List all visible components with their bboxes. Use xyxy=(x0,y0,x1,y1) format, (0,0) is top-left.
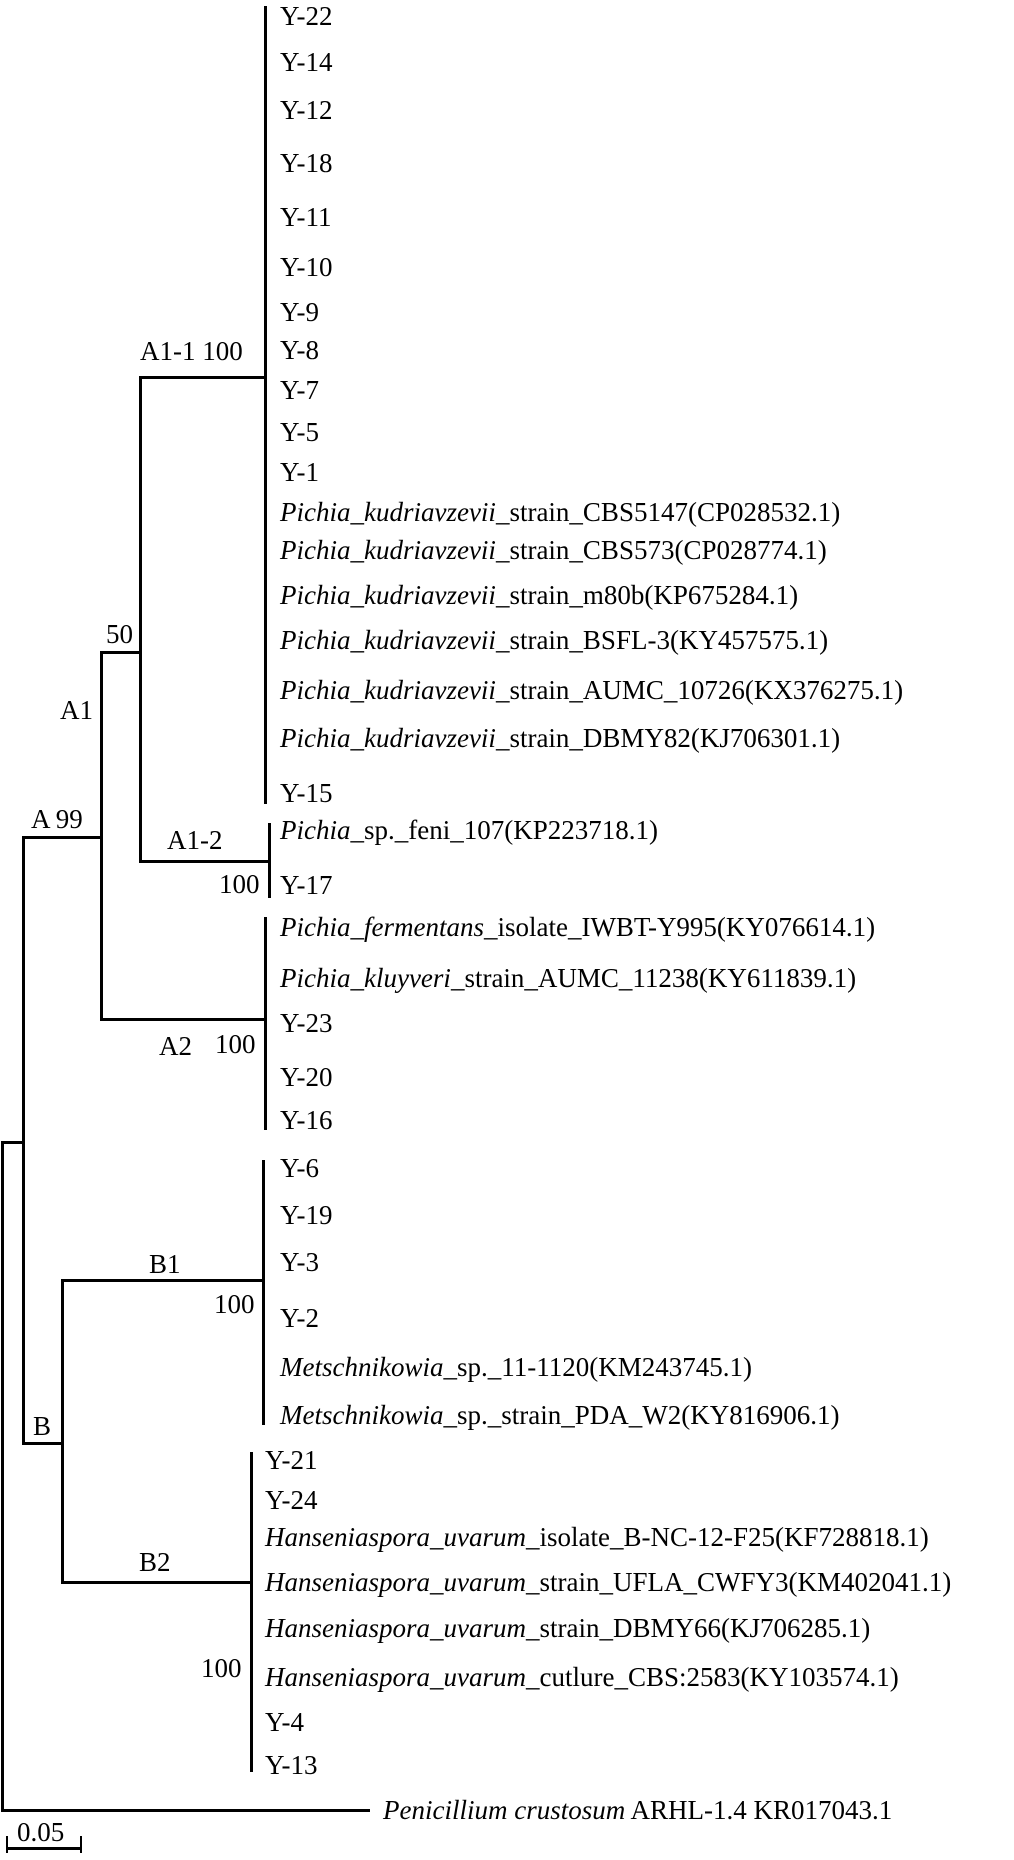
scale-bar-right-tick xyxy=(80,1836,82,1853)
clade-label-a1: A1 xyxy=(60,695,93,725)
leaf-y-3 xyxy=(280,1245,319,1279)
leaf-regular: _isolate_IWBT-Y995(KY076614.1) xyxy=(483,912,876,942)
leaf-y-1 xyxy=(280,455,319,489)
leaf-y-6 xyxy=(280,1151,319,1185)
leaf-regular: _isolate_B-NC-12-F25(KF728818.1) xyxy=(526,1522,929,1552)
leaf-regular: Y-5 xyxy=(280,417,319,447)
leaf-regular: Y-15 xyxy=(280,778,333,808)
leaf-metschnikowia-11-1120 xyxy=(280,1350,752,1384)
leaf-regular: Y-18 xyxy=(280,148,333,178)
leaf-regular: _strain_CBS573(CP028774.1) xyxy=(495,535,827,565)
leaf-regular: Y-9 xyxy=(280,297,319,327)
leaf-regular: _strain_UFLA_CWFY3(KM402041.1) xyxy=(526,1567,952,1597)
leaf-y-4 xyxy=(265,1705,304,1739)
leaf-regular: _strain_DBMY66(KJ706285.1) xyxy=(526,1613,871,1643)
leaf-metschnikowia-pda-w2 xyxy=(280,1398,839,1432)
leaf-regular: _sp._feni_107(KP223718.1) xyxy=(350,815,658,845)
leaf-italic: Pichia_kudriavzevii xyxy=(280,625,496,655)
leaf-regular: _strain_AUMC_10726(KX376275.1) xyxy=(495,675,904,705)
leaf-y-20 xyxy=(280,1060,333,1094)
bootstrap-a2: 100 xyxy=(215,1029,256,1059)
leaf-y-24 xyxy=(265,1483,318,1517)
branch-outgroup xyxy=(1,1809,370,1812)
leaf-regular: Y-3 xyxy=(280,1247,319,1277)
leaf-y-10 xyxy=(280,250,333,284)
clade-label-b: B xyxy=(33,1411,52,1441)
leaf-p-kudriavzevii-dbmy82 xyxy=(280,721,840,755)
bootstrap-a12: 100 xyxy=(219,869,260,899)
leaf-regular: Y-8 xyxy=(280,335,319,365)
leaf-y-14 xyxy=(280,45,333,79)
branch-a2 xyxy=(100,1018,267,1021)
leaf-y-2 xyxy=(280,1301,319,1335)
leaf-h-uvarum-b-nc-12-f25 xyxy=(265,1520,929,1554)
leaf-italic: Hanseniaspora_uvarum xyxy=(265,1567,526,1597)
leaf-regular: _cutlure_CBS:2583(KY103574.1) xyxy=(526,1662,899,1692)
clade-b2-vertical xyxy=(250,1452,253,1772)
leaf-regular: Y-14 xyxy=(280,47,333,77)
leaf-p-kluyveri-aumc11238 xyxy=(280,961,856,995)
branch-b2 xyxy=(61,1581,253,1584)
branch-a xyxy=(22,836,103,839)
clade-label-a11: A1-1 100 xyxy=(140,336,243,366)
leaf-regular: Y-4 xyxy=(265,1707,304,1737)
leaf-regular: Y-1 xyxy=(280,457,319,487)
clade-label-b1: B1 xyxy=(149,1249,181,1279)
leaf-regular: Y-19 xyxy=(280,1200,333,1230)
leaf-regular: ARHL-1.4 KR017043.1 xyxy=(625,1795,893,1825)
leaf-regular: Y-6 xyxy=(280,1153,319,1183)
leaf-regular: _strain_m80b(KP675284.1) xyxy=(495,580,799,610)
leaf-y-17 xyxy=(280,868,333,902)
leaf-y-13 xyxy=(265,1748,318,1782)
leaf-p-kudriavzevii-aumc10726 xyxy=(280,673,903,707)
leaf-italic: Penicillium crustosum xyxy=(383,1795,626,1825)
leaf-y-22 xyxy=(280,0,333,33)
leaf-y-9 xyxy=(280,295,319,329)
root-vertical xyxy=(1,1141,4,1812)
leaf-regular: _sp._11-1120(KM243745.1) xyxy=(443,1352,752,1382)
leaf-regular: Y-16 xyxy=(280,1105,333,1135)
leaf-p-fermentans-iwbt-y995 xyxy=(280,910,875,944)
clade-b-vertical xyxy=(61,1279,64,1584)
leaf-regular: Y-2 xyxy=(280,1303,319,1333)
leaf-regular: Y-21 xyxy=(265,1445,318,1475)
leaf-regular: Y-10 xyxy=(280,252,333,282)
leaf-h-uvarum-ufla-cwfy3 xyxy=(265,1565,951,1599)
clade-b1-vertical xyxy=(262,1160,265,1425)
clade-a1-vertical xyxy=(139,376,142,863)
leaf-h-uvarum-dbmy66 xyxy=(265,1611,870,1645)
leaf-p-sp-feni107 xyxy=(280,813,658,847)
clade-a11-vertical xyxy=(264,6,267,804)
leaf-p-kudriavzevii-m80b xyxy=(280,578,798,612)
leaf-regular: Y-23 xyxy=(280,1008,333,1038)
scale-bar-left-tick xyxy=(6,1836,8,1853)
clade-label-b2: B2 xyxy=(139,1547,171,1577)
leaf-italic: Pichia_kudriavzevii xyxy=(280,535,496,565)
leaf-regular: _strain_BSFL-3(KY457575.1) xyxy=(495,625,829,655)
leaf-regular: Y-13 xyxy=(265,1750,318,1780)
leaf-italic: Pichia_kluyveri xyxy=(280,963,451,993)
leaf-italic: Hanseniaspora_uvarum xyxy=(265,1662,526,1692)
leaf-italic: Pichia_kudriavzevii xyxy=(280,580,496,610)
leaf-y-19 xyxy=(280,1198,333,1232)
branch-a11 xyxy=(139,376,267,379)
clade-label-a: A 99 xyxy=(31,804,83,834)
scale-bar xyxy=(7,1847,82,1850)
scale-bar-label: 0.05 xyxy=(17,1817,65,1847)
leaf-regular: Y-24 xyxy=(265,1485,318,1515)
branch-a1 xyxy=(100,651,142,654)
leaf-regular: Y-7 xyxy=(280,375,319,405)
leaf-y-15 xyxy=(280,776,333,810)
leaf-italic: Pichia_kudriavzevii xyxy=(280,723,496,753)
bootstrap-b2: 100 xyxy=(201,1653,242,1683)
leaf-y-8 xyxy=(280,333,319,367)
leaf-regular: _strain_CBS5147(CP028532.1) xyxy=(495,497,841,527)
bootstrap-b1: 100 xyxy=(214,1289,255,1319)
leaf-regular: _strain_DBMY82(KJ706301.1) xyxy=(495,723,841,753)
leaf-italic: Metschnikowia xyxy=(280,1352,444,1382)
leaf-regular: Y-17 xyxy=(280,870,333,900)
leaf-italic: Pichia_kudriavzevii xyxy=(280,675,496,705)
leaf-p-kudriavzevii-cbs5147 xyxy=(280,495,840,529)
leaf-regular: Y-12 xyxy=(280,95,333,125)
branch-a12 xyxy=(139,860,271,863)
leaf-italic: Pichia_fermentans xyxy=(280,912,484,942)
leaf-regular: _strain_AUMC_11238(KY611839.1) xyxy=(450,963,857,993)
clade-label-a2: A2 xyxy=(159,1031,192,1061)
leaf-h-uvarum-cbs2583 xyxy=(265,1660,899,1694)
leaf-italic: Metschnikowia xyxy=(280,1400,444,1430)
leaf-italic: Hanseniaspora_uvarum xyxy=(265,1522,526,1552)
leaf-regular: Y-22 xyxy=(280,1,333,31)
leaf-y-21 xyxy=(265,1443,318,1477)
leaf-outgroup-penicillium xyxy=(383,1793,892,1827)
leaf-p-kudriavzevii-cbs573 xyxy=(280,533,827,567)
leaf-y-7 xyxy=(280,373,319,407)
leaf-y-23 xyxy=(280,1006,333,1040)
clade-label-a12: A1-2 xyxy=(167,825,223,855)
leaf-italic: Pichia xyxy=(280,815,351,845)
leaf-p-kudriavzevii-bsfl3 xyxy=(280,623,828,657)
leaf-regular: Y-20 xyxy=(280,1062,333,1092)
leaf-italic: Hanseniaspora_uvarum xyxy=(265,1613,526,1643)
bootstrap-a1: 50 xyxy=(106,619,133,649)
leaf-italic: Pichia_kudriavzevii xyxy=(280,497,496,527)
leaf-y-16 xyxy=(280,1103,333,1137)
leaf-y-12 xyxy=(280,93,333,127)
leaf-y-11 xyxy=(280,200,332,234)
leaf-y-5 xyxy=(280,415,319,449)
leaf-regular: _sp._strain_PDA_W2(KY816906.1) xyxy=(443,1400,840,1430)
leaf-y-18 xyxy=(280,146,333,180)
branch-root xyxy=(1,1141,25,1144)
clade-a2-vertical xyxy=(264,917,267,1130)
leaf-regular: Y-11 xyxy=(280,202,332,232)
